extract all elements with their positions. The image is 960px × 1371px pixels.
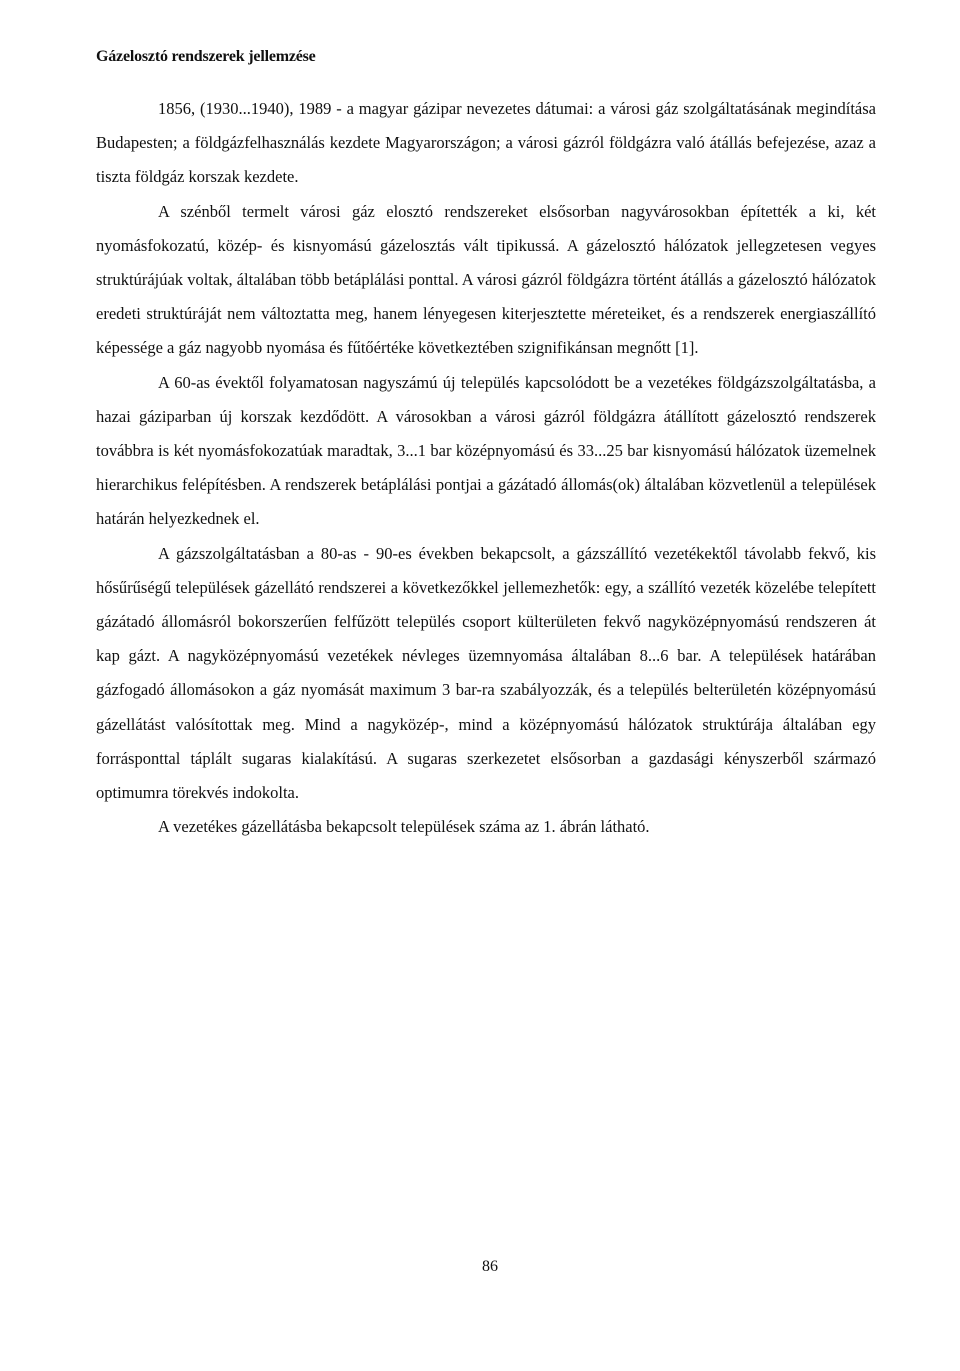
- paragraph-eighties-nineties: A gázszolgáltatásban a 80-as - 90-es években bekapcsolt, a gázszállító vezetékektől távolabb fekvő, kis hősűrűségű települések gázellátó rendszerei a következőkkel jellemezhetők: egy, a szállító vezeték közelébe telepített gázátadó állomásról bokorszerűen felfűzött település csoport külterületen fekvő nagyközépnyomású rendszeren át kap gázt. A nagyközépnyomású vezetékek névleges üzemnyomása általában 8...6 bar. A települések határában gázfogadó állomásokon a gáz nyomását maximum 3 bar-ra szabályozzák, és a település belterületén középnyomású gázellátást valósítottak meg. Mind a nagyközép-, mind a középnyomású hálózatok struktúrája általában egy forrásponttal táplált sugaras kialakítású. A sugaras szerkezetet elsősorban a gazdasági kényszerből származó optimumra törekvés indokolta.: [96, 543, 876, 803]
- paragraph-figure-reference: A vezetékes gázellátásba bekapcsolt települések száma az 1. ábrán látható.: [158, 817, 650, 837]
- paragraph-coal-gas-networks: A szénből termelt városi gáz elosztó rendszereket elsősorban nagyvárosokban építették a ki, két nyomásfokozatú, közép- és kisnyomású gázelosztás vált tipikussá. A gázelosztó hálózatok jellegzetesen vegyes struktúrájúak voltak, általában több betáplálási ponttal. A városi gázról földgázra történt átállás a gázelosztó hálózatok eredeti struktúráját nem változtatta meg, hanem lényegesen kiterjesztette méreteiket, és a rendszerek energiaszállító képessége a gáz nagyobb nyomása és fűtőértéke következtében szignifikánsan megnőtt [1].: [96, 201, 876, 358]
- section-heading: Gázelosztó rendszerek jellemzése: [96, 48, 316, 65]
- paragraph-dates: 1856, (1930...1940), 1989 - a magyar gázipar nevezetes dátumai: a városi gáz szolgáltatásának megindítása Budapesten; a földgázfelhasználás kezdete Magyarországon; a városi gázról földgázra való átállás befejezése, azaz a tiszta földgáz korszak kezdete.: [96, 99, 876, 187]
- page-number: 86: [482, 1258, 498, 1275]
- body-text: [96, 92, 876, 844]
- paragraph-sixties: A 60-as évektől folyamatosan nagyszámú új település kapcsolódott be a vezetékes földgázszolgáltatásba, a hazai gáziparban új korszak kezdődött. A városokban a városi gázról földgázra átállított gázelosztó rendszerek továbbra is két nyomásfokozatúak maradtak, 3...1 bar középnyomású és 33...25 bar kisnyomású hálózatok üzemelnek hierarchikus felépítésben. A rendszerek betáplálási pontjai a gázátadó állomás(ok) általában közvetlenül a települések határán helyezkednek el.: [96, 372, 876, 529]
